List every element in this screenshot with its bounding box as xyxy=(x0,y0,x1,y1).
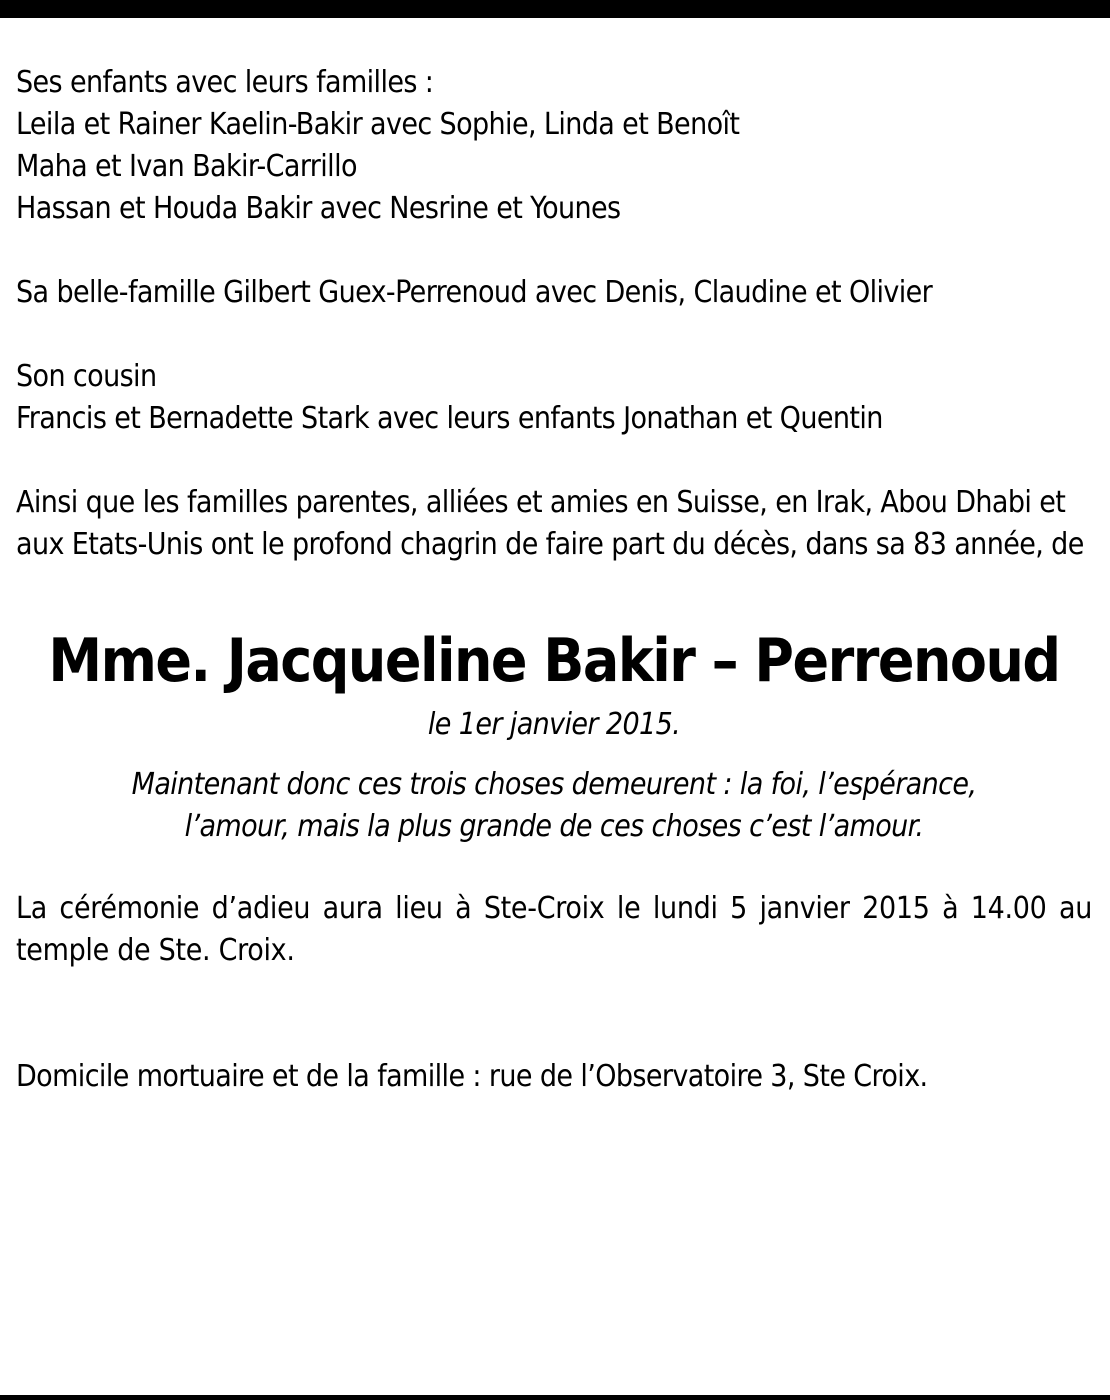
cousin-header: Son cousin xyxy=(16,359,157,394)
ceremony-info: La cérémonie d’adieu aura lieu à Ste-Croix le lundi 5 janvier 2015 à 14.00 au temple de Ste. Croix. xyxy=(16,891,1092,968)
domicile-info: Domicile mortuaire et de la famille : rue de l’Observatoire 3, Ste Croix. xyxy=(16,1059,928,1094)
in-laws-line: Sa belle-famille Gilbert Guex-Perrenoud avec Denis, Claudine et Olivier xyxy=(16,275,933,310)
obituary-notice xyxy=(16,62,1092,1098)
bottom-border xyxy=(0,1395,1110,1400)
death-date: le 1er janvier 2015. xyxy=(427,707,681,742)
verse-quote xyxy=(16,764,1092,848)
top-border xyxy=(0,0,1110,18)
children-header: Ses enfants avec leurs familles : xyxy=(16,65,434,100)
cousin-line: Francis et Bernadette Stark avec leurs enfants Jonathan et Quentin xyxy=(16,401,883,436)
verse-line: l’amour, mais la plus grande de ces choses c’est l’amour. xyxy=(184,809,924,844)
deceased-name: Mme. Jacqueline Bakir – Perrenoud xyxy=(48,626,1060,696)
child-family-line: Maha et Ivan Bakir-Carrillo xyxy=(16,149,357,184)
child-family-line: Hassan et Houda Bakir avec Nesrine et Younes xyxy=(16,191,621,226)
verse-line: Maintenant donc ces trois choses demeurent : la foi, l’espérance, xyxy=(131,767,977,802)
announcement-paragraph: Ainsi que les familles parentes, alliées et amies en Suisse, en Irak, Abou Dhabi et aux Etats-Unis ont le profond chagrin de faire part du décès, dans sa 83 année, de xyxy=(16,485,1084,562)
child-family-line: Leila et Rainer Kaelin-Bakir avec Sophie, Linda et Benoît xyxy=(16,107,740,142)
